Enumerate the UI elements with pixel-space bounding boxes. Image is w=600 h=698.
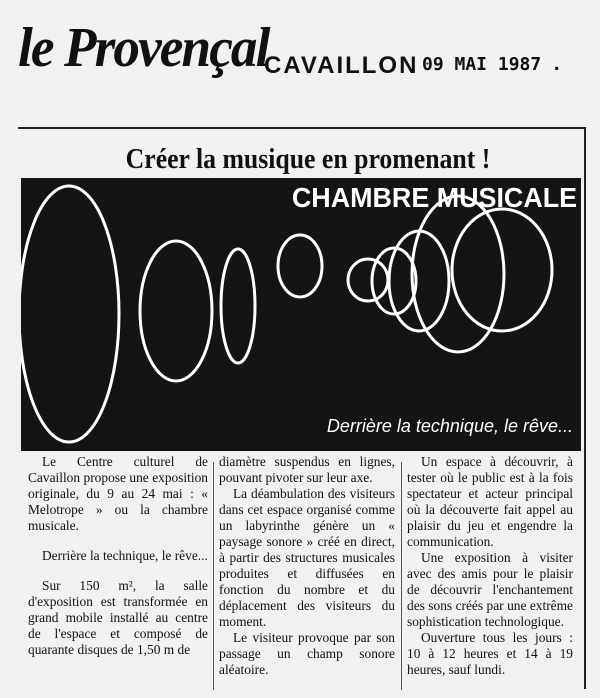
banner-ellipses-drawing xyxy=(21,178,581,451)
paragraph: Un espace à découvrir, à tester où le public est à la fois spectateur et acteur principal où la découverte fait appel au plaisir du jeu et engendre la communication. xyxy=(407,454,573,549)
column-separator xyxy=(213,462,214,690)
disc-ellipse-2 xyxy=(140,241,212,381)
paragraph: Sur 150 m², la salle d'exposition est transformée en grand mobile installé au centre de l'espace et composé de quarante disques de 1,50 m de xyxy=(28,578,208,657)
disc-ellipse-5 xyxy=(348,259,388,301)
masthead xyxy=(18,17,588,100)
disc-ellipse-4 xyxy=(278,235,322,297)
paragraph: diamètre suspendus en lignes, pouvant pivoter sur leur axe. xyxy=(219,454,395,485)
article-column-1 xyxy=(28,454,208,658)
paragraph: Derrière la technique, le rêve... xyxy=(42,548,208,563)
article-column-2 xyxy=(219,454,395,678)
frame-top-rule xyxy=(18,127,584,129)
disc-ellipse-6 xyxy=(372,248,416,314)
city-name: CAVAILLON xyxy=(264,52,419,79)
disc-ellipse-3 xyxy=(221,249,255,363)
article-banner-image xyxy=(21,178,581,451)
column-separator xyxy=(401,462,402,690)
banner-title: CHAMBRE MUSICALE xyxy=(291,182,577,213)
paragraph: La déambulation des visiteurs dans cet espace organisé comme un labyrinthe génère un « paysage sonore » créé en direct, à partir des structures musicales produites et diffusées en fonction du nombre et du déplacement des visiteurs du moment. xyxy=(219,486,395,629)
paragraph: Une exposition à visiter avec des amis pour le plaisir de découvrir l'enchantement des sons créés par une extrême sophistication technologique. xyxy=(407,550,573,629)
article-column-3 xyxy=(407,454,573,678)
disc-ellipse-9 xyxy=(452,209,552,331)
newspaper-logo: le Provençal xyxy=(18,17,269,79)
paragraph: Le visiteur provoque par son passage un champ sonore aléatoire. xyxy=(219,630,395,677)
frame-right-rule xyxy=(584,127,586,689)
paragraph: Ouverture tous les jours : 10 à 12 heures et 14 à 19 heures, sauf lundi. xyxy=(407,630,573,677)
publication-date: 09 MAI 1987 . xyxy=(422,54,562,75)
paragraph: Le Centre culturel de Cavaillon propose une exposition originale, du 9 au 24 mai : « Melotrope » ou la chambre musicale. xyxy=(28,454,208,533)
article-headline: Créer la musique en promenant ! xyxy=(125,144,491,175)
disc-ellipse-1 xyxy=(21,186,119,442)
banner-caption: Derrière la technique, le rêve... xyxy=(326,416,573,436)
